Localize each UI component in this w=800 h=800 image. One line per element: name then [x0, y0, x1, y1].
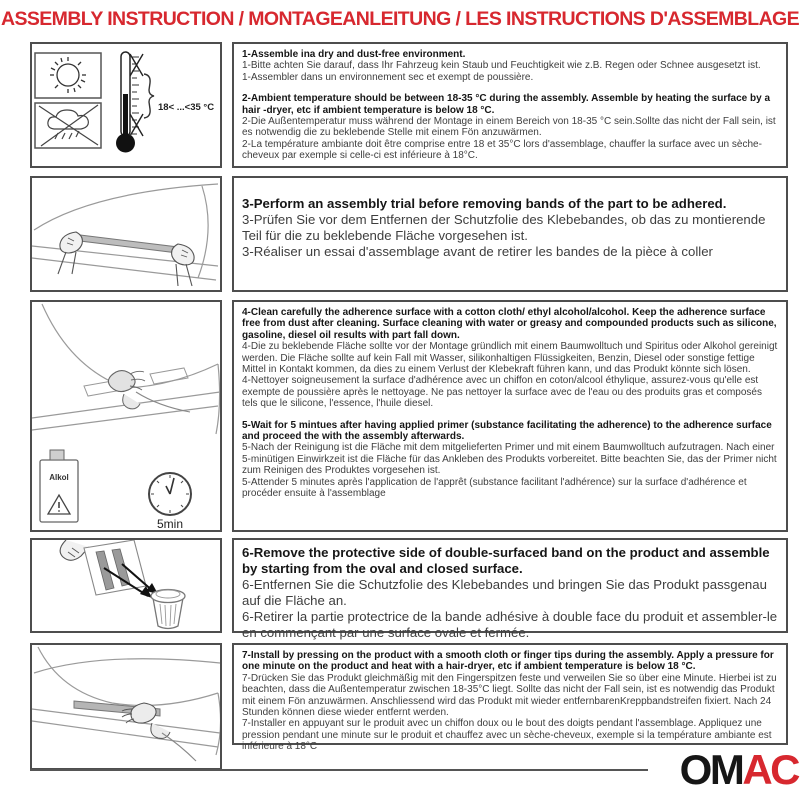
instructions-step-4-5	[232, 300, 788, 532]
trial-assembly-illustration	[32, 178, 220, 290]
range-brace	[144, 74, 154, 118]
figure-environment	[30, 42, 222, 168]
omac-logo-red: AC	[742, 746, 798, 793]
step1-fr: 1-Assembler dans un environnement sec et exempt de poussière.	[242, 71, 534, 83]
step3-en: 3-Perform an assembly trial before removing bands of the part to be adhered.	[242, 196, 727, 211]
press-install-illustration	[32, 645, 220, 768]
alcohol-bottle-label: Alkol	[49, 473, 69, 482]
sill-pad	[150, 368, 188, 384]
step6-de: 6-Entfernen Sie die Schutzfolie des Klebebandes und bringen Sie das Produkt passgenau auf die Fläche an.	[242, 577, 767, 608]
omac-logo	[648, 743, 798, 797]
footer-divider	[30, 769, 648, 771]
left-hand-icon	[58, 232, 82, 274]
spacer	[242, 83, 778, 93]
product-panel	[84, 540, 146, 595]
spacer	[242, 410, 778, 420]
page-title: ASSEMBLY INSTRUCTION / MONTAGEANLEITUNG / LES INSTRUCTIONS D'ASSEMBLAGE	[0, 8, 800, 30]
cleaning-illustration	[32, 302, 220, 530]
step1-de: 1-Bitte achten Sie darauf, dass Ihr Fahrzeug kein Staub und Feuchtigkeit wie z.B. Regen oder Schnee ausgesetzt ist.	[242, 60, 761, 72]
step7-de: 7-Drücken Sie das Produkt gleichmäßig mit den Fingerspitzen feste und verweilen Sie so über eine Minute. Hierbei ist zu beachten, dass die Außentemperatur zwischen 18-35°C liegt. Sollte das nicht der Fall sein, ist es notwendig das Produkt mit einem Fön anzuwärmen. Anschliessend wird das Produkt mit wieder entfernbarenKreppbandstreifen fixiert. Nach 24 Stunden können diese wieder entfernt werden.	[242, 672, 777, 719]
instructions-step-7	[232, 643, 788, 753]
step6-en: 6-Remove the protective side of double-surfaced band on the product and assemble by starting from the oval and closed surface.	[242, 545, 770, 576]
step2-de: 2-Die Außentemperatur muss während der Montage in einem Bereich von 18-35 °C sein.Sollte das nicht der Fall sein, ist es notwendig die zu beklebende Stelle mit einem Fön anzuwärmen.	[242, 116, 776, 139]
clock-label: 5min	[156, 517, 184, 530]
step4-de: 4-Die zu beklebende Fläche sollte vor der Montage gründlich mit einem Baumwolltuch und Spiritus oder Alkohol gereinigt werden. Die Fläche sollte auf kein Fall mit Wasser, silikonhaltigen Flüssigkeiten, Benzin, Diesel oder sonstige fettige Mittel in Kontakt kommen, da dies zu einem Verlust der Klebekraft führen kann, und das Produkt könnte sich lösen.	[242, 341, 778, 376]
right-hand-icon	[172, 244, 194, 286]
step5-fr: 5-Attender 5 minutes après l'application de l'apprêt (substance facilitant l'adhérence) sur la surface d'adhérence et procéder ensuite à l'assemblage	[242, 476, 747, 500]
step6-fr: 6-Retirer la partie protectrice de la bande adhésive à double face du produit et assembler-le en commençant par une surface ovale et fermée.	[242, 609, 778, 640]
step4-fr: 4-Nettoyer soigneusement la surface d'adhérence avec un chiffon en coton/alcool éthylique, assurez-vous qu'elle est exempte de poussière après le nettoyage. Ne pas nettoyer la surface avec de l'eau ou des produits gras et composés tels que le silicone, l'essence, l'huile diesel.	[242, 375, 762, 410]
thermometer-range-label: 18< ...<35 °C	[158, 102, 215, 113]
omac-logo-black: OM	[679, 746, 743, 793]
step3-fr: 3-Réaliser un essai d'assemblage avant de retirer les bandes de la pièce à coller	[242, 244, 713, 259]
thermometer-icon	[116, 52, 214, 153]
step2-en: 2-Ambient temperature should be between 18-35 °C during the assembly. Assemble by heating the surface by a hair -dryer, etc if ambient temperature is below 18 °C.	[242, 93, 771, 116]
remove-band-illustration	[32, 540, 220, 631]
step3-de: 3-Prüfen Sie vor dem Entfernen der Schutzfolie des Klebebandes, ob das zu montierende Teil für die zu beklebende Fläche vorgesehen ist.	[242, 212, 766, 243]
trim-strip	[72, 234, 178, 253]
instructions-step-6	[232, 538, 788, 640]
step7-en: 7-Install by pressing on the product with a smooth cloth or finger tips during the assembly. Apply a pressure for one minute on the product and heat with a hair-dryer, etc if ambient temperature is below 18 °C.	[242, 650, 774, 673]
step5-en: 5-Wait for 5 mintues after having applied primer (substance facilitating the adherence) to the adherence surface and proceed the with the assembly afterwards.	[242, 419, 772, 443]
instructions-step-1-2	[232, 42, 788, 168]
step5-de: 5-Nach der Reinigung ist die Fläche mit dem mitgelieferten Primer und mit einem Baumwolltuch aufzutragen. Nach einer 5-minütigen Einwirkzeit ist die Fläche für das Ankleben des Produkts vorbereitet. Bitte beachten Sie, das der Primer nicht zum Reinigen des Produktes vorgesehen ist.	[242, 442, 777, 477]
trash-can-icon	[151, 590, 185, 629]
figure-trial-assembly	[30, 176, 222, 292]
step2-fr: 2-La température ambiante doit être comprise entre 18 et 35°C lors d'assemblage, chauffer la surface avec un sèche-cheveux par exemple si celle-ci est inférieure à 18°C.	[242, 138, 762, 162]
figure-remove-band	[30, 538, 222, 633]
step7-fr: 7-Installer en appuyant sur le produit avec un chiffon doux ou le bout des doigts pendant l'assemblage. Appliquez une pression pendant une minute sur le produit et chauffez avec un sèche-cheveux, exemple si la température ambiante est inférieure à 18°C	[242, 718, 772, 753]
alcohol-bottle-icon	[40, 450, 78, 522]
environment-illustration	[32, 44, 220, 166]
figure-press-install	[30, 643, 222, 770]
clock-icon	[149, 473, 191, 530]
instructions-step-3	[232, 176, 788, 292]
step1-en: 1-Assemble ina dry and dust-free environment.	[242, 49, 466, 60]
figure-cleaning	[30, 300, 222, 532]
step4-en: 4-Clean carefully the adherence surface with a cotton cloth/ ethyl alcohol/alcohol. Keep the adherence surface free from dust after cleaning. Surface cleaning with water or greasy and compounded products such as silicone, gasoline, diesel oil results with part fall down.	[242, 307, 777, 341]
